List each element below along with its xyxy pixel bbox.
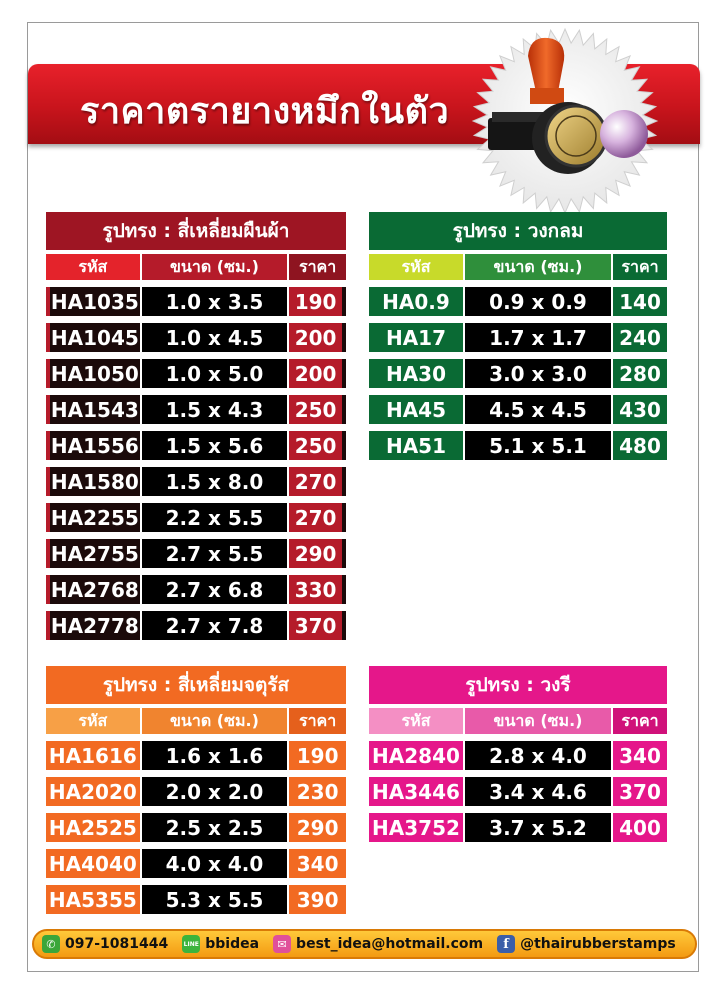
table-row [46, 777, 346, 806]
section-oval [369, 666, 667, 842]
col-size: ขนาด (ซม.) [142, 254, 288, 280]
row-price: 280 [613, 359, 667, 388]
section-heading: รูปทรง : สี่เหลี่ยมจตุรัส [46, 666, 346, 704]
row-size: 2.7 x 6.8 [142, 575, 288, 604]
row-size: 2.5 x 2.5 [142, 813, 288, 842]
row-code: HA51 [369, 431, 463, 460]
row-size: 4.0 x 4.0 [142, 849, 288, 878]
column-header [369, 708, 667, 734]
row-price: 230 [289, 777, 346, 806]
row-code: HA17 [369, 323, 463, 352]
section-heading: รูปทรง : วงกลม [369, 212, 667, 250]
table-row [369, 395, 667, 424]
row-code: HA2840 [369, 741, 463, 770]
row-price: 370 [289, 611, 346, 640]
row-price: 340 [613, 741, 667, 770]
row-price: 190 [289, 741, 346, 770]
row-code: HA1556 [46, 431, 140, 460]
row-code: HA5355 [46, 885, 140, 914]
row-code: HA3446 [369, 777, 463, 806]
col-price: ราคา [289, 254, 346, 280]
rows-oval [369, 741, 667, 842]
col-code: รหัส [369, 708, 463, 734]
table-row [46, 431, 346, 460]
row-price: 340 [289, 849, 346, 878]
table-row [46, 849, 346, 878]
rows-rectangle [46, 287, 346, 640]
row-price: 430 [613, 395, 667, 424]
row-code: HA45 [369, 395, 463, 424]
table-row [46, 395, 346, 424]
row-size: 0.9 x 0.9 [465, 287, 611, 316]
row-size: 2.8 x 4.0 [465, 741, 611, 770]
row-code: HA3752 [369, 813, 463, 842]
row-code: HA0.9 [369, 287, 463, 316]
col-code: รหัส [46, 254, 140, 280]
row-size: 2.7 x 5.5 [142, 539, 288, 568]
contact-phone[interactable] [42, 935, 168, 953]
table-row [369, 431, 667, 460]
row-code: HA4040 [46, 849, 140, 878]
table-row [46, 287, 346, 316]
row-size: 2.7 x 7.8 [142, 611, 288, 640]
row-code: HA2768 [46, 575, 140, 604]
row-size: 3.7 x 5.2 [465, 813, 611, 842]
rows-square [46, 741, 346, 914]
table-row [46, 575, 346, 604]
row-size: 3.4 x 4.6 [465, 777, 611, 806]
table-row [46, 467, 346, 496]
row-size: 2.0 x 2.0 [142, 777, 288, 806]
row-price: 270 [289, 503, 346, 532]
section-heading: รูปทรง : วงรี [369, 666, 667, 704]
section-rectangle [46, 212, 346, 640]
row-price: 240 [613, 323, 667, 352]
row-size: 1.0 x 5.0 [142, 359, 288, 388]
row-price: 480 [613, 431, 667, 460]
row-price: 200 [289, 323, 346, 352]
row-size: 2.2 x 5.5 [142, 503, 288, 532]
row-price: 200 [289, 359, 346, 388]
row-size: 1.6 x 1.6 [142, 741, 288, 770]
row-price: 370 [613, 777, 667, 806]
facebook-icon: f [497, 935, 515, 953]
column-header [46, 708, 346, 734]
row-code: HA1045 [46, 323, 140, 352]
row-size: 5.3 x 5.5 [142, 885, 288, 914]
row-code: HA2255 [46, 503, 140, 532]
contact-email[interactable] [273, 935, 483, 953]
line-icon: LINE [182, 935, 200, 953]
table-row [369, 741, 667, 770]
column-header [46, 254, 346, 280]
stamp-illustration [470, 26, 660, 216]
email-text: best_idea@hotmail.com [296, 936, 484, 952]
col-price: ราคา [613, 708, 667, 734]
table-row [369, 323, 667, 352]
page-title: ราคาตรายางหมึกในตัว [80, 91, 450, 132]
table-row [46, 503, 346, 532]
row-price: 270 [289, 467, 346, 496]
table-row [46, 885, 346, 914]
row-price: 250 [289, 431, 346, 460]
table-row [46, 323, 346, 352]
col-price: ราคา [289, 708, 346, 734]
contact-bar [32, 929, 697, 959]
row-size: 1.7 x 1.7 [465, 323, 611, 352]
row-code: HA1616 [46, 741, 140, 770]
row-size: 1.0 x 4.5 [142, 323, 288, 352]
row-price: 290 [289, 813, 346, 842]
table-row [369, 813, 667, 842]
row-size: 5.1 x 5.1 [465, 431, 611, 460]
row-size: 1.5 x 5.6 [142, 431, 288, 460]
col-size: ขนาด (ซม.) [465, 254, 611, 280]
row-price: 330 [289, 575, 346, 604]
row-code: HA30 [369, 359, 463, 388]
line-text: bbidea [205, 936, 260, 952]
contact-facebook[interactable] [497, 935, 676, 953]
row-code: HA1543 [46, 395, 140, 424]
phone-text: 097-1081444 [65, 936, 169, 952]
table-row [46, 539, 346, 568]
table-row [46, 741, 346, 770]
section-heading: รูปทรง : สี่เหลี่ยมผืนผ้า [46, 212, 346, 250]
row-price: 400 [613, 813, 667, 842]
col-code: รหัส [369, 254, 463, 280]
phone-icon: ✆ [42, 935, 60, 953]
row-code: HA1035 [46, 287, 140, 316]
table-row [369, 777, 667, 806]
row-price: 290 [289, 539, 346, 568]
col-code: รหัส [46, 708, 140, 734]
row-size: 3.0 x 3.0 [465, 359, 611, 388]
row-price: 390 [289, 885, 346, 914]
row-size: 1.5 x 8.0 [142, 467, 288, 496]
row-size: 1.0 x 3.5 [142, 287, 288, 316]
row-size: 1.5 x 4.3 [142, 395, 288, 424]
row-code: HA1050 [46, 359, 140, 388]
table-row [46, 611, 346, 640]
column-header [369, 254, 667, 280]
table-row [369, 359, 667, 388]
row-code: HA2525 [46, 813, 140, 842]
row-price: 250 [289, 395, 346, 424]
table-row [46, 813, 346, 842]
facebook-text: @thairubberstamps [520, 936, 676, 952]
contact-line[interactable] [182, 935, 259, 953]
row-code: HA2755 [46, 539, 140, 568]
table-row [369, 287, 667, 316]
col-size: ขนาด (ซม.) [142, 708, 288, 734]
rows-round [369, 287, 667, 460]
table-row [46, 359, 346, 388]
row-price: 190 [289, 287, 346, 316]
col-size: ขนาด (ซม.) [465, 708, 611, 734]
row-code: HA2778 [46, 611, 140, 640]
row-size: 4.5 x 4.5 [465, 395, 611, 424]
col-price: ราคา [613, 254, 667, 280]
mail-icon: ✉ [273, 935, 291, 953]
section-round [369, 212, 667, 460]
section-square [46, 666, 346, 914]
row-code: HA2020 [46, 777, 140, 806]
row-price: 140 [613, 287, 667, 316]
row-code: HA1580 [46, 467, 140, 496]
